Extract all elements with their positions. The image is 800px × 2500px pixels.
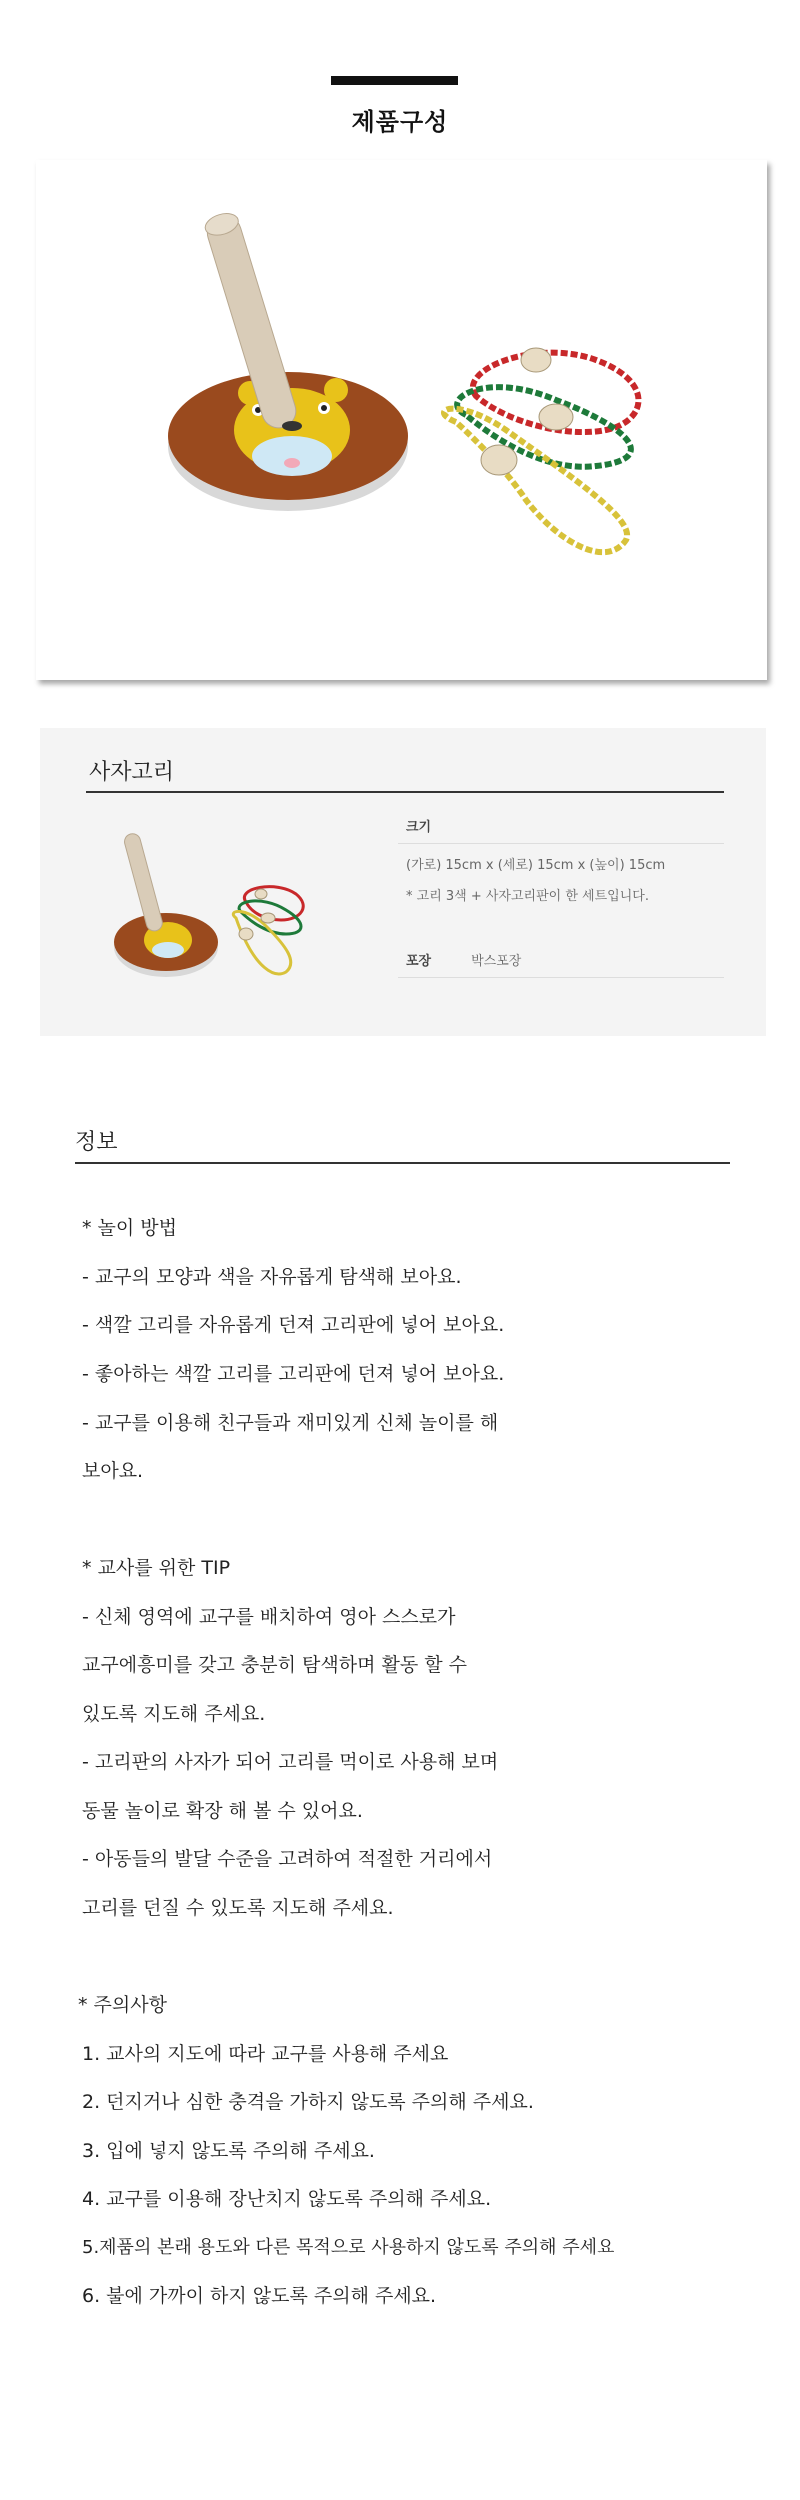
caution-line: 5.제품의 본래 용도와 다른 목적으로 사용하지 않도록 주의해 주세요 xyxy=(82,2237,615,2258)
ring-toss-illustration xyxy=(36,160,767,680)
teacher-tip-heading: * 교사를 위한 TIP xyxy=(82,1557,231,1579)
teacher-tip-line: 고리를 던질 수 있도록 지도해 주세요. xyxy=(82,1897,394,1919)
divider xyxy=(86,791,724,793)
teacher-tip-line: 있도록 지도해 주세요. xyxy=(82,1703,266,1725)
ring-toss-thumbnail xyxy=(86,822,316,1002)
caution-line: 2. 던지거나 심한 충격을 가하지 않도록 주의해 주세요. xyxy=(82,2091,534,2113)
caution-line: 4. 교구를 이용해 장난치지 않도록 주의해 주세요. xyxy=(82,2188,492,2210)
play-method-line: - 교구를 이용해 친구들과 재미있게 신체 놀이를 해 xyxy=(82,1412,499,1434)
play-method-line: - 색깔 고리를 자유롭게 던져 고리판에 넣어 보아요. xyxy=(82,1314,505,1336)
teacher-tip-line: - 고리판의 사자가 되어 고리를 먹이로 사용해 보며 xyxy=(82,1751,499,1773)
set-note: * 고리 3색 + 사자고리판이 한 세트입니다. xyxy=(406,889,649,904)
teacher-tip-line: - 신체 영역에 교구를 배치하여 영아 스스로가 xyxy=(82,1606,456,1628)
divider xyxy=(75,1162,730,1164)
divider xyxy=(398,977,724,978)
teacher-tip-line: 교구에흥미를 갖고 충분히 탐색하며 활동 할 수 xyxy=(82,1654,467,1676)
packaging-value: 박스포장 xyxy=(471,954,522,969)
product-photo xyxy=(36,160,767,680)
section-divider-bar xyxy=(331,76,458,85)
size-value: (가로) 15cm x (세로) 15cm x (높이) 15cm xyxy=(406,858,666,873)
page-title: 제품구성 xyxy=(351,108,449,136)
caution-heading: * 주의사항 xyxy=(78,1994,167,2016)
packaging-label: 포장 xyxy=(406,954,432,969)
play-method-line: - 좋아하는 색깔 고리를 고리판에 던져 넣어 보아요. xyxy=(82,1363,505,1385)
play-method-line: - 교구의 모양과 색을 자유롭게 탐색해 보아요. xyxy=(82,1266,462,1288)
caution-line: 1. 교사의 지도에 따라 교구를 사용해 주세요 xyxy=(82,2043,449,2065)
teacher-tip-line: 동물 놀이로 확장 해 볼 수 있어요. xyxy=(82,1800,363,1822)
teacher-tip-line: - 아동들의 발달 수준을 고려하여 적절한 거리에서 xyxy=(82,1848,493,1870)
play-method-heading: * 놀이 방법 xyxy=(82,1217,177,1239)
divider xyxy=(398,843,724,844)
info-title: 정보 xyxy=(75,1130,118,1155)
caution-line: 6. 불에 가까이 하지 않도록 주의해 주세요. xyxy=(82,2285,437,2307)
size-label: 크기 xyxy=(406,820,432,835)
product-spec-box xyxy=(40,728,766,1036)
spec-table xyxy=(398,816,724,978)
play-method-line: 보아요. xyxy=(82,1460,144,1482)
packaging-row xyxy=(406,950,724,969)
product-name: 사자고리 xyxy=(89,760,175,785)
caution-line: 3. 입에 넣지 않도록 주의해 주세요. xyxy=(82,2140,375,2162)
product-thumbnail xyxy=(86,822,316,1002)
